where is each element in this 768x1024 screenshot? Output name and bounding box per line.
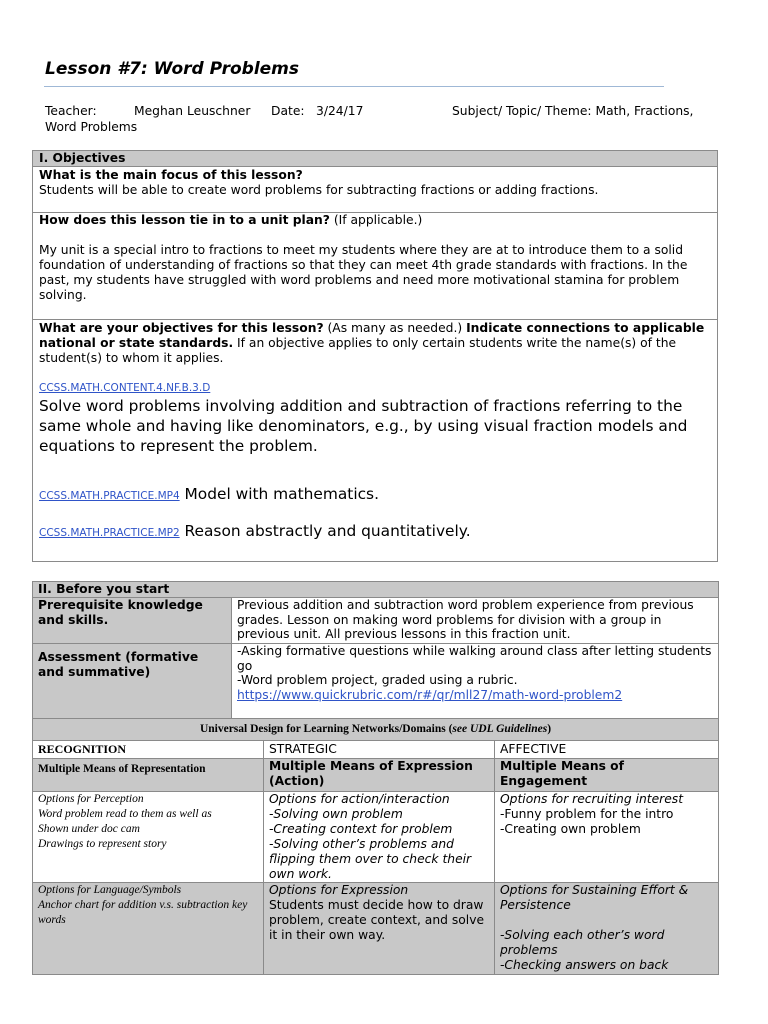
assessment-line-1: -Asking formative questions while walking around class after letting students go: [237, 644, 712, 673]
col-strategic-head: STRATEGIC: [264, 741, 495, 759]
standard-3-link[interactable]: CCSS.MATH.PRACTICE.MP2: [39, 527, 180, 539]
r2c2-head: Options for Expression: [269, 883, 409, 897]
r1c3-line-2: -Creating own problem: [500, 822, 641, 836]
udl-r2c2: [264, 883, 495, 975]
r2c1-line-1: Options for Language/Symbols: [38, 884, 182, 896]
udl-r1c2: [264, 792, 495, 883]
assessment-line-2: -Word problem project, graded using a rubric.: [237, 673, 518, 687]
date-value: 3/24/17: [316, 104, 364, 118]
objectives-section: [32, 150, 718, 562]
standard-2-text: Model with mathematics.: [179, 485, 379, 503]
objectives-heading: I. Objectives: [33, 151, 717, 166]
udl-r2c1: [33, 883, 264, 975]
col-recognition-head: RECOGNITION: [33, 741, 264, 759]
objectives-block: [33, 319, 717, 561]
prereq-text: Previous addition and subtraction word problem experience from previous grades. Lesson on making word problems for division with a group in previous unit. All previous lessons in this fraction unit.: [232, 598, 719, 644]
unit-note: (If applicable.): [329, 213, 423, 227]
unit-plan-block: [33, 212, 717, 319]
r2c3-line-1: -Solving each other’s word problems: [500, 928, 665, 957]
r1c1-line-4: Drawings to represent story: [38, 838, 167, 850]
r1c1-line-1: Options for Perception: [38, 793, 144, 805]
r2c3-head: Options for Sustaining Effort & Persistence: [500, 883, 689, 912]
objectives-note-a: (As many as needed.): [323, 321, 467, 335]
r1c2-line-1: -Solving own problem: [269, 807, 403, 821]
before-heading: II. Before you start: [33, 582, 719, 598]
col-affective-head: AFFECTIVE: [495, 741, 719, 759]
r2c3-line-2: -Checking answers on back: [500, 958, 669, 972]
udl-r2c3: [495, 883, 719, 975]
udl-title: [33, 719, 719, 741]
udl-title-b: see UDL Guidelines: [452, 723, 548, 735]
assessment-cell: [232, 644, 719, 719]
udl-r1c3: [495, 792, 719, 883]
r2c2-text: Students must decide how to draw problem, create context, and solve it in their own way.: [269, 898, 485, 942]
r1c2-line-3: -Solving other’s problems and flipping them over to check their own work.: [269, 837, 472, 881]
focus-answer: Students will be able to create word problems for subtracting fractions or adding fractions.: [39, 183, 599, 197]
focus-question: What is the main focus of this lesson?: [39, 168, 303, 182]
standard-3-text: Reason abstractly and quantitatively.: [179, 522, 471, 540]
r1c2-line-2: -Creating context for problem: [269, 822, 453, 836]
standard-1-link[interactable]: CCSS.MATH.CONTENT.4.NF.B.3.D: [39, 382, 211, 394]
udl-title-c: ): [547, 723, 552, 735]
focus-block: [33, 166, 717, 212]
subject-line-2: Word Problems: [45, 120, 138, 134]
objectives-question-b: Indicate connections to applicable national or state standards.: [39, 321, 705, 350]
unit-question: How does this lesson tie in to a unit plan?: [39, 213, 330, 227]
udl-r1c1: [33, 792, 264, 883]
before-table: [32, 581, 719, 975]
r1c3-line-1: -Funny problem for the intro: [500, 807, 674, 821]
col-recognition-sub: Multiple Means of Representation: [33, 759, 264, 792]
teacher-label: Teacher:: [45, 104, 97, 118]
before-section: [32, 581, 718, 975]
prereq-label: Prerequisite knowledge and skills.: [33, 598, 232, 644]
objectives-question-a: What are your objectives for this lesson?: [39, 321, 324, 335]
teacher-name: Meghan Leuschner: [134, 104, 251, 118]
standard-1-text: Solve word problems involving addition and subtraction of fractions referring to the same whole and having like denominators, e.g., by using visual fraction models and equations to represent the problem.: [39, 397, 688, 455]
udl-title-a: Universal Design for Learning Networks/Domains (: [199, 723, 453, 735]
r1c1-line-2: Word problem read to them as well as: [38, 808, 212, 820]
title-divider: [44, 86, 664, 87]
r1c3-head: Options for recruiting interest: [500, 792, 684, 806]
date-label: Date:: [271, 104, 305, 118]
col-strategic-sub: Multiple Means of Expression (Action): [264, 759, 495, 792]
r2c1-line-2: Anchor chart for addition v.s. subtraction key words: [38, 899, 248, 926]
r1c2-head: Options for action/interaction: [269, 792, 450, 806]
unit-answer: My unit is a special intro to fractions to meet my students where they are at to introduce them to a solid foundation of understanding of fractions so that they can meet 4th grade standards with fractions. In the past, my students have struggled with word problems and need more motivational stamina for problem solving.: [39, 243, 688, 302]
lesson-title: Lesson #7: Word Problems: [45, 59, 300, 79]
rubric-link[interactable]: https://www.quickrubric.com/r#/qr/mll27/math-word-problem2: [237, 687, 623, 702]
assessment-label: Assessment (formative and summative): [33, 644, 232, 719]
standard-2-link[interactable]: CCSS.MATH.PRACTICE.MP4: [39, 490, 180, 502]
r1c1-line-3: Shown under doc cam: [38, 823, 140, 835]
subject-line-1: Subject/ Topic/ Theme: Math, Fractions,: [452, 104, 694, 118]
objectives-note-b: If an objective applies to only certain students write the name(s) of the student(s) to whom it applies.: [39, 336, 677, 365]
col-affective-sub: Multiple Means of Engagement: [495, 759, 719, 792]
